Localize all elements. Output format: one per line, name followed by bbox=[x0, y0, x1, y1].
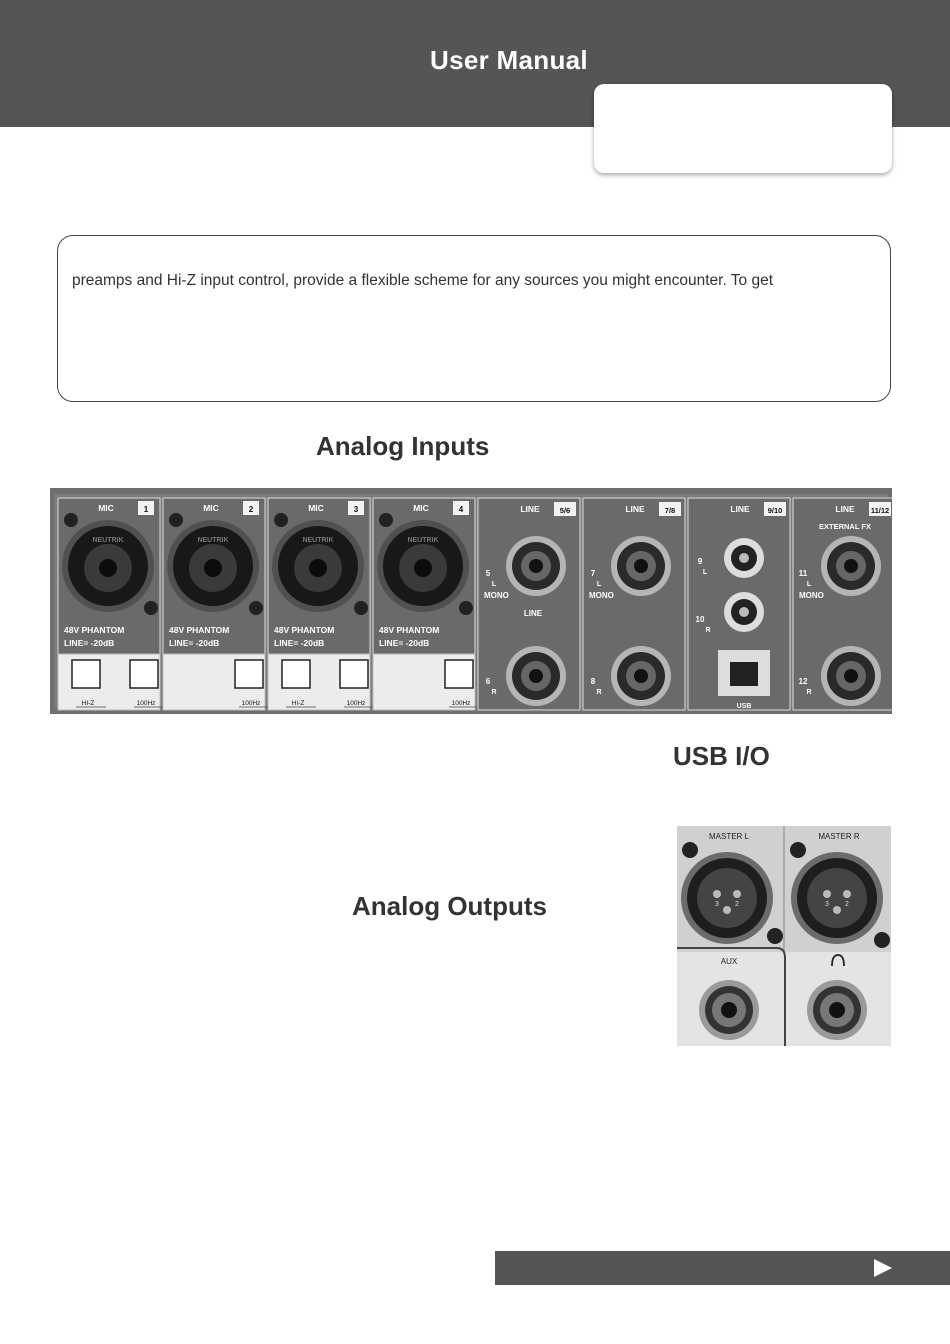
master-l-label: MASTER L bbox=[708, 832, 750, 841]
switch-button[interactable] bbox=[235, 660, 263, 688]
pad-label: LINE= -20dB bbox=[169, 638, 220, 648]
pad-label: LINE= -20dB bbox=[64, 638, 115, 648]
line-label: LINE bbox=[625, 504, 645, 514]
header-tab-box bbox=[594, 84, 892, 173]
mono-label: MONO bbox=[799, 591, 824, 600]
mic-label: MIC bbox=[413, 503, 429, 513]
pad-label: LINE= -20dB bbox=[379, 638, 430, 648]
channel-number: 9/10 bbox=[767, 506, 783, 515]
switch-button[interactable] bbox=[282, 660, 310, 688]
line-label: LINE bbox=[520, 504, 540, 514]
jack-number: 5 bbox=[485, 569, 491, 578]
pin-number-3-left: 3 bbox=[715, 901, 719, 908]
pin-number-2-right: 2 bbox=[845, 901, 849, 908]
page-title: User Manual bbox=[430, 45, 588, 75]
jack-side: R bbox=[705, 627, 711, 634]
line-channel-strip bbox=[793, 498, 892, 710]
jack-side: L bbox=[806, 581, 812, 588]
switch-button[interactable] bbox=[72, 660, 100, 688]
screw-icon bbox=[767, 928, 783, 944]
master-r-xlr-connector bbox=[791, 852, 883, 944]
jack-number: 8 bbox=[590, 677, 596, 686]
analog-inputs-panel-image bbox=[50, 488, 892, 714]
mic-label: MIC bbox=[203, 503, 219, 513]
jack-number: 7 bbox=[590, 569, 596, 578]
channel-number: 2 bbox=[248, 505, 254, 514]
connector-brand-label: NEUTRIK bbox=[302, 537, 334, 544]
channel-number: 11/12 bbox=[870, 506, 890, 515]
switch-label: 100Hz bbox=[241, 700, 261, 707]
mono-label: MONO bbox=[589, 591, 614, 600]
jack-side: L bbox=[596, 581, 602, 588]
phantom-label: 48V PHANTOM bbox=[64, 625, 125, 635]
channel-number: 7/8 bbox=[664, 506, 676, 515]
mic-channel-strip bbox=[58, 498, 164, 710]
intro-box bbox=[57, 235, 891, 402]
line-label: LINE bbox=[835, 504, 855, 514]
connector-brand-label: NEUTRIK bbox=[407, 537, 439, 544]
mic-channel-strip bbox=[268, 498, 374, 710]
switch-button[interactable] bbox=[340, 660, 368, 688]
switch-label: 100Hz bbox=[451, 700, 471, 707]
jack-side: R bbox=[491, 689, 497, 696]
screw-icon bbox=[790, 842, 806, 858]
headphones-jack-connector bbox=[807, 980, 867, 1040]
jack-number: 6 bbox=[485, 677, 491, 686]
mic-label: MIC bbox=[308, 503, 324, 513]
pin-number-3-right: 3 bbox=[825, 901, 829, 908]
play-arrow-icon[interactable] bbox=[874, 1259, 892, 1277]
heading-usb-io: USB I/O bbox=[673, 741, 770, 771]
connector-brand-label: NEUTRIK bbox=[197, 537, 229, 544]
aux-jack-connector bbox=[699, 980, 759, 1040]
mono-label: MONO bbox=[484, 591, 509, 600]
channel-number: 4 bbox=[458, 505, 464, 514]
aux-label: AUX bbox=[720, 957, 738, 966]
screw-icon bbox=[682, 842, 698, 858]
channel-number: 1 bbox=[143, 505, 149, 514]
analog-outputs-panel-image bbox=[677, 826, 891, 1046]
master-r-label: MASTER R bbox=[818, 832, 860, 841]
footer-bar bbox=[495, 1251, 950, 1285]
phantom-label: 48V PHANTOM bbox=[169, 625, 230, 635]
line-channel-strip bbox=[583, 498, 685, 710]
mic-label: MIC bbox=[98, 503, 114, 513]
jack-side: L bbox=[491, 581, 497, 588]
pad-label: LINE= -20dB bbox=[274, 638, 325, 648]
heading-analog-outputs: Analog Outputs bbox=[352, 891, 547, 921]
switch-label: HI-Z bbox=[81, 700, 95, 707]
jack-number: 9 bbox=[697, 557, 703, 566]
channel-number: 5/6 bbox=[559, 506, 571, 515]
usb-label: USB bbox=[736, 703, 752, 710]
switch-button[interactable] bbox=[130, 660, 158, 688]
line-channel-strip bbox=[688, 498, 790, 710]
phantom-label: 48V PHANTOM bbox=[274, 625, 335, 635]
mic-channel-strip bbox=[163, 498, 269, 710]
switch-label: 100Hz bbox=[136, 700, 156, 707]
jack-number: 10 bbox=[695, 615, 705, 624]
jack-number: 11 bbox=[798, 569, 808, 578]
jack-side: L bbox=[702, 569, 708, 576]
jack-number: 12 bbox=[798, 677, 808, 686]
mic-channel-strip bbox=[373, 498, 479, 710]
switch-button[interactable] bbox=[445, 660, 473, 688]
intro-text: preamps and Hi-Z input control, provide a flexible scheme for any sources you might encounter. To get bbox=[72, 272, 774, 289]
line-channel-strip bbox=[478, 498, 580, 710]
external-fx-label: EXTERNAL FX bbox=[819, 522, 871, 531]
line-label: LINE bbox=[730, 504, 750, 514]
connector-brand-label: NEUTRIK bbox=[92, 537, 124, 544]
channel-number: 3 bbox=[353, 505, 359, 514]
switch-label: 100Hz bbox=[346, 700, 366, 707]
jack-side: R bbox=[806, 689, 812, 696]
screw-icon bbox=[874, 932, 890, 948]
switch-label: HI-Z bbox=[291, 700, 305, 707]
jack-side: R bbox=[596, 689, 602, 696]
heading-analog-inputs: Analog Inputs bbox=[316, 431, 490, 461]
pin-number-2-left: 2 bbox=[735, 901, 739, 908]
master-l-xlr-connector bbox=[681, 852, 773, 944]
phantom-label: 48V PHANTOM bbox=[379, 625, 440, 635]
line-sub-label: LINE bbox=[523, 609, 543, 618]
